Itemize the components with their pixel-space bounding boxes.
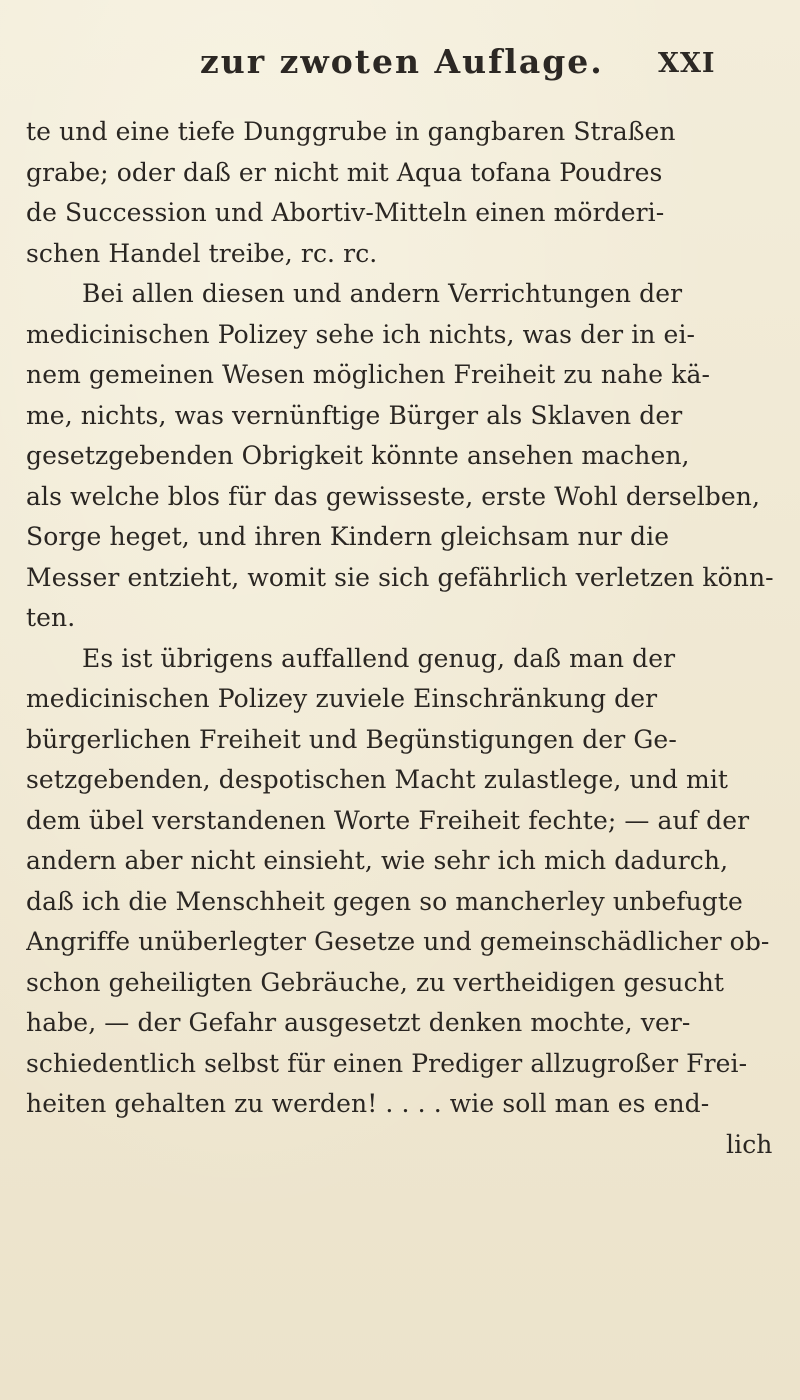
catchword: lich (726, 1129, 773, 1159)
body-text (26, 112, 782, 1165)
text-line: te und eine tiefe Dunggrube in gangbaren Straßen (26, 117, 676, 146)
text-line: Messer entzieht, womit sie sich gefährlich verletzen könn- (26, 562, 774, 592)
text-line: habe, — der Gefahr ausgesetzt denken mochte, ver- (26, 1008, 691, 1037)
text-line: schen Handel treibe, rc. rc. (26, 238, 378, 268)
text-line: schiedentlich selbst für einen Prediger allzugroßer Frei- (26, 1048, 748, 1078)
text-line: heiten gehalten zu werden! . . . . wie soll man es end- (26, 1089, 710, 1118)
text-line: nem gemeinen Wesen möglichen Freiheit zu nahe kä- (26, 360, 711, 389)
text-line: als welche blos für das gewisseste, erste Wohl derselben, (26, 481, 761, 511)
text-line: dem übel verstandenen Worte Freiheit fechte; — auf der (26, 805, 750, 835)
text-line: setzgebenden, despotischen Macht zulastlege, und mit (26, 765, 729, 794)
text-line: daß ich die Menschheit gegen so mancherley unbefugte (26, 886, 743, 916)
paragraph-start-line: Es ist übrigens auffallend genug, daß man der (82, 643, 676, 673)
paragraph-start-line: Bei allen diesen und andern Verrichtungen der (82, 279, 683, 308)
text-line: grabe; oder daß er nicht mit Aqua tofana Poudres (26, 157, 663, 187)
text-line: Angriffe unüberlegter Gesetze und gemeinschädlicher ob- (26, 927, 770, 956)
page-number: XXI (658, 48, 716, 79)
running-title: zur zwoten Auflage. (200, 42, 604, 81)
text-line: schon geheiligten Gebräuche, zu vertheidigen gesucht (26, 967, 725, 997)
text-line: andern aber nicht einsieht, wie sehr ich mich dadurch, (26, 846, 729, 875)
text-line: medicinischen Polizey zuviele Einschränkung der (26, 684, 658, 713)
page-header (0, 42, 800, 82)
text-line: ten. (26, 603, 76, 632)
text-line: de Succession und Abortiv-Mitteln einen mörderi- (26, 198, 665, 227)
text-line: bürgerlichen Freiheit und Begünstigungen der Ge- (26, 724, 677, 754)
text-line: me, nichts, was vernünftige Bürger als Sklaven der (26, 400, 683, 430)
text-line: Sorge heget, und ihren Kindern gleichsam nur die (26, 522, 670, 551)
text-line: medicinischen Polizey sehe ich nichts, was der in ei- (26, 319, 696, 349)
text-line: gesetzgebenden Obrigkeit könnte ansehen machen, (26, 441, 690, 470)
